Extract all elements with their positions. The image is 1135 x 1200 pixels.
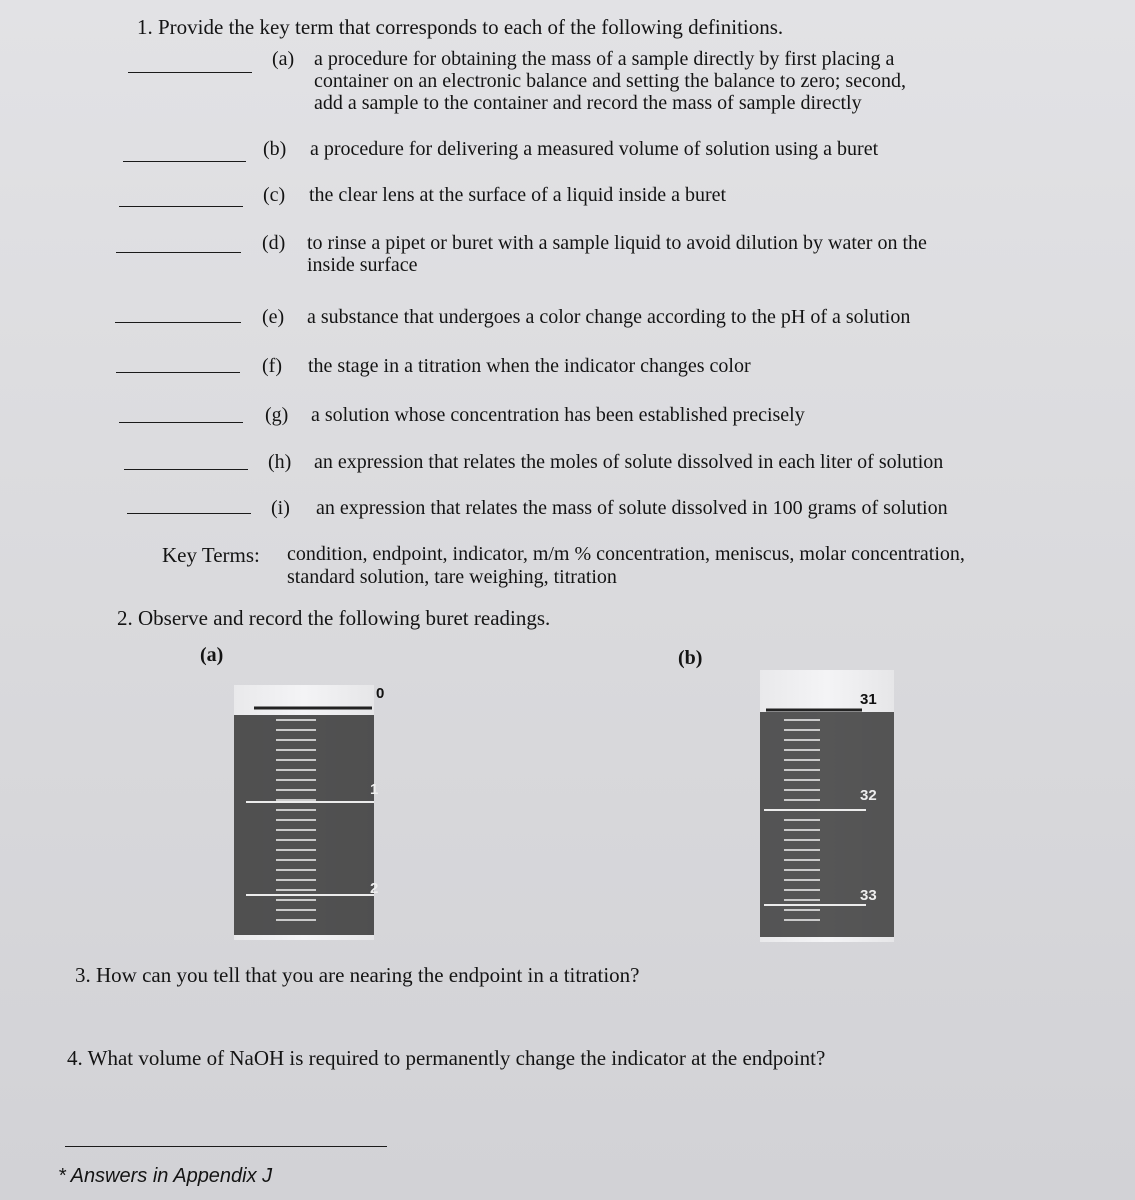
definition-text-b: a procedure for delivering a measured volume of solution using a buret [310, 138, 879, 160]
key-terms-line-1: condition, endpoint, indicator, m/m % concentration, meniscus, molar concentration, [287, 543, 965, 565]
buret-b-label: (b) [678, 647, 703, 669]
answer-blank-c[interactable] [119, 206, 243, 207]
appendix-footnote: * Answers in Appendix J [58, 1165, 273, 1187]
definition-text-a [314, 48, 906, 114]
answer-blank-f[interactable] [116, 372, 240, 373]
definition-a-line-1: a procedure for obtaining the mass of a sample directly by first placing a [314, 48, 895, 70]
question-4-answer-line[interactable] [65, 1146, 387, 1147]
answer-blank-e[interactable] [115, 322, 241, 323]
buret-a-scale-1: 1 [370, 781, 379, 798]
buret-a-image [226, 660, 406, 945]
definition-d-line-1: to rinse a pipet or buret with a sample liquid to avoid dilution by water on the [307, 232, 927, 254]
question-2-title: 2. Observe and record the following buret readings. [117, 606, 551, 630]
buret-a-scale-2: 2 [370, 880, 379, 897]
question-4-text: 4. What volume of NaOH is required to permanently change the indicator at the endpoint? [67, 1046, 826, 1070]
definition-letter-e: (e) [262, 306, 285, 328]
answer-blank-d[interactable] [116, 252, 241, 253]
buret-b-scale-32: 32 [860, 787, 877, 804]
definition-letter-f: (f) [262, 355, 282, 377]
definition-a-line-2: container on an electronic balance and setting the balance to zero; second, [314, 70, 906, 92]
definition-text-i: an expression that relates the mass of solute dissolved in 100 grams of solution [316, 497, 948, 519]
definition-text-g: a solution whose concentration has been established precisely [311, 404, 805, 426]
answer-blank-i[interactable] [127, 513, 251, 514]
definition-letter-a: (a) [272, 48, 295, 70]
definition-letter-i: (i) [271, 497, 290, 519]
definition-letter-h: (h) [268, 451, 292, 473]
key-terms-label: Key Terms: [162, 543, 260, 567]
definition-text-f: the stage in a titration when the indicator changes color [308, 355, 751, 377]
buret-b-graduations [784, 720, 820, 920]
definition-a-line-3: add a sample to the container and record the mass of sample directly [314, 92, 862, 114]
answer-blank-h[interactable] [124, 469, 248, 470]
definition-text-c: the clear lens at the surface of a liquid inside a buret [309, 184, 727, 206]
buret-b-scale-31: 31 [860, 691, 877, 708]
definition-d-line-2: inside surface [307, 254, 418, 276]
answer-blank-g[interactable] [119, 422, 243, 423]
definition-letter-g: (g) [265, 404, 289, 426]
key-terms-line-2: standard solution, tare weighing, titration [287, 566, 617, 588]
buret-a-label: (a) [200, 644, 224, 666]
definition-text-h: an expression that relates the moles of solute dissolved in each liter of solution [314, 451, 944, 473]
definition-text-e: a substance that undergoes a color change according to the pH of a solution [307, 306, 911, 328]
answer-blank-b[interactable] [123, 161, 246, 162]
definition-letter-c: (c) [263, 184, 286, 206]
buret-b-image [756, 660, 896, 945]
question-3-text: 3. How can you tell that you are nearing the endpoint in a titration? [75, 963, 640, 987]
buret-a-graduations [276, 720, 316, 920]
answer-blank-a[interactable] [128, 72, 252, 73]
definition-text-d [307, 232, 927, 276]
buret-b-scale-33: 33 [860, 887, 877, 904]
buret-a-liquid [234, 715, 374, 935]
definition-letter-d: (d) [262, 232, 286, 254]
buret-a-scale-0: 0 [376, 685, 385, 702]
question-1-title: 1. Provide the key term that corresponds to each of the following definitions. [137, 15, 784, 39]
key-terms-list [287, 543, 1067, 589]
definition-letter-b: (b) [263, 138, 287, 160]
